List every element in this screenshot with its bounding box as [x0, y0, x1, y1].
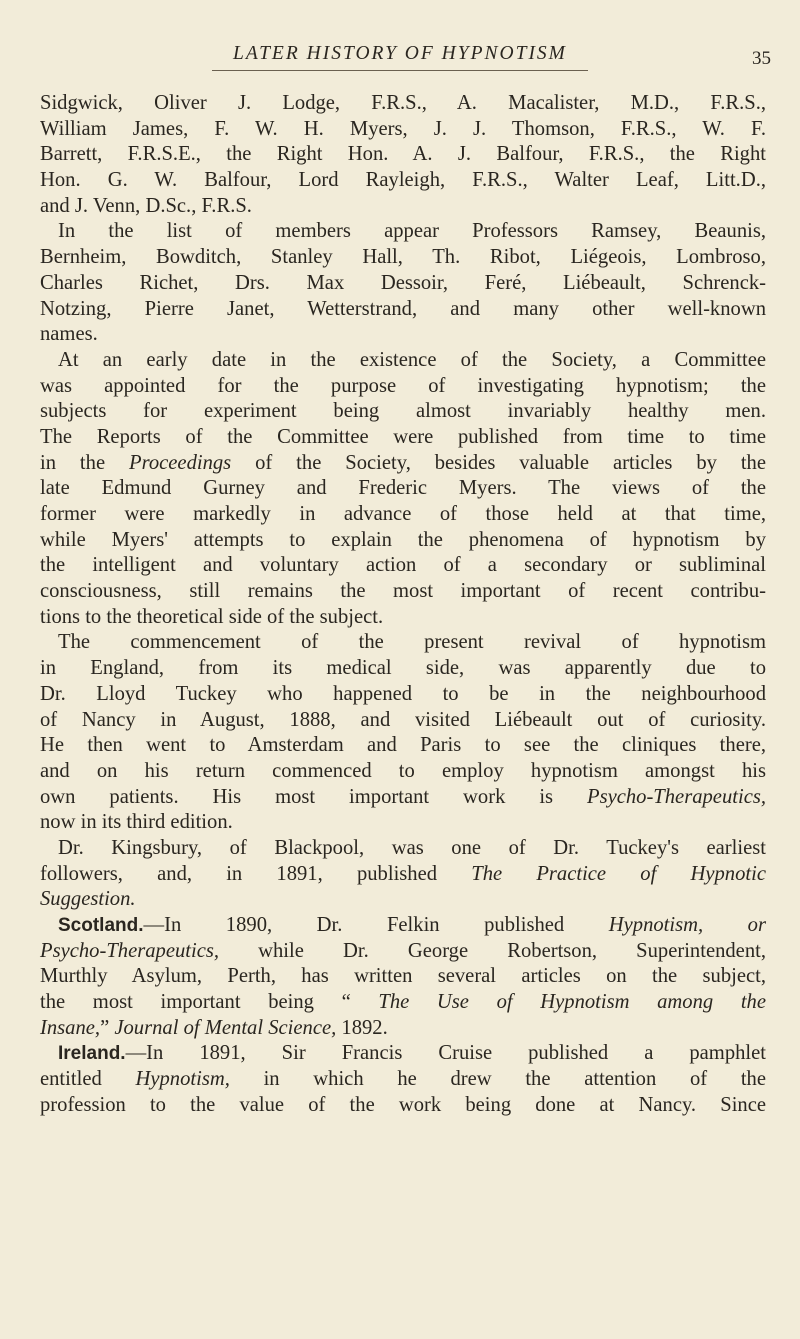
text-line: The commencement of the present revival of hypnotism	[58, 631, 766, 654]
text-line: now in its third edition.	[40, 811, 233, 834]
text-run: ”	[100, 1016, 115, 1039]
text-line: subjects for experiment being almost invariably healthy men.	[40, 400, 766, 423]
text-run: entitled	[40, 1068, 136, 1091]
text-run: the most important being “	[40, 991, 379, 1014]
text-run: in the	[40, 451, 130, 474]
text-run: 1892.	[336, 1016, 388, 1039]
title-journal-of-mental-science: Journal of Mental Science,	[114, 1016, 337, 1039]
text-line: and J. Venn, D.Sc., F.R.S.	[40, 194, 252, 217]
text-line: Notzing, Pierre Janet, Wetterstrand, and many other well-known	[40, 297, 766, 320]
text-run: own patients. His most important work is	[40, 785, 587, 808]
paragraph-4	[40, 630, 766, 836]
text-line: Charles Richet, Drs. Max Dessoir, Feré, Liébeault, Schrenck-	[40, 271, 766, 294]
text-line: names.	[40, 323, 98, 346]
text-line	[40, 1041, 766, 1067]
text-run: —In 1890, Dr. Felkin published	[143, 914, 609, 936]
text-run: —In 1891, Sir Francis Cruise published a pamphlet	[125, 1042, 766, 1065]
text-line	[40, 451, 766, 477]
text-line	[40, 990, 766, 1016]
running-head	[0, 42, 800, 68]
header-rule	[212, 70, 588, 71]
running-title: LATER HISTORY OF HYPNOTISM	[233, 43, 567, 64]
paragraph-scotland	[40, 913, 766, 1041]
text-line: Barrett, F.R.S.E., the Right Hon. A. J. Balfour, F.R.S., the Right	[40, 143, 766, 166]
text-line: tions to the theoretical side of the subject.	[40, 605, 384, 628]
title-suggestion: Suggestion.	[40, 888, 136, 911]
title-psycho-therapeutics: Psycho-Therapeutics,	[40, 939, 220, 962]
text-line	[40, 939, 766, 965]
title-insane: Insane,	[40, 1016, 101, 1039]
text-line: former were markedly in advance of those held at that time,	[40, 503, 766, 525]
text-line	[40, 887, 766, 913]
text-run: while Dr. George Robertson, Superintendent,	[219, 939, 766, 962]
text-line: the intelligent and voluntary action of a secondary or subliminal	[40, 554, 766, 577]
page-number: 35	[752, 48, 771, 69]
text-line: in England, from its medical side, was apparently due to	[40, 657, 766, 680]
text-line: late Edmund Gurney and Frederic Myers. The views of the	[40, 477, 766, 500]
text-line: Sidgwick, Oliver J. Lodge, F.R.S., A. Macalister, M.D., F.R.S.,	[40, 92, 766, 114]
text-line: He then went to Amsterdam and Paris to see the cliniques there,	[40, 734, 766, 757]
title-hypnotism-pamphlet: Hypnotism,	[135, 1068, 230, 1091]
text-line	[40, 785, 766, 811]
title-practice-of-hypnotic-suggestion: The Practice of Hypnotic	[471, 862, 766, 885]
text-line: At an early date in the existence of the Society, a Committee	[58, 348, 766, 371]
text-run: of the Society, besides valuable articles by the	[231, 451, 766, 474]
text-line: Murthly Asylum, Perth, has written several articles on the subject,	[40, 965, 766, 988]
text-line: In the list of members appear Professors Ramsey, Beaunis,	[58, 220, 766, 243]
section-heading-scotland: Scotland.	[58, 915, 144, 936]
text-line: Dr. Lloyd Tuckey who happened to be in the neighbourhood	[40, 682, 766, 705]
paragraph-1	[40, 91, 766, 219]
text-line: of Nancy in August, 1888, and visited Liébeault out of curiosity.	[40, 708, 766, 731]
text-line: Hon. G. W. Balfour, Lord Rayleigh, F.R.S., Walter Leaf, Litt.D.,	[40, 169, 766, 192]
text-line	[40, 913, 766, 939]
paragraph-2	[40, 219, 766, 347]
paragraph-3	[40, 348, 766, 631]
text-line: William James, F. W. H. Myers, J. J. Thomson, F.R.S., W. F.	[40, 117, 766, 140]
text-line: consciousness, still remains the most important of recent contribu-	[40, 580, 766, 603]
text-line	[40, 862, 766, 888]
text-line: while Myers' attempts to explain the phenomena of hypnotism by	[40, 528, 766, 551]
title-hypnotism: Hypnotism, or	[608, 914, 766, 936]
section-heading-ireland: Ireland.	[58, 1043, 126, 1065]
paragraph-ireland	[40, 1041, 766, 1118]
title-psycho-therapeutics: Psycho-Therapeutics,	[586, 785, 766, 808]
title-use-of-hypnotism: The Use of Hypnotism among the	[378, 991, 766, 1014]
paragraph-5	[40, 836, 766, 913]
text-line: Bernheim, Bowditch, Stanley Hall, Th. Ribot, Liégeois, Lombroso,	[40, 246, 766, 269]
text-run: followers, and, in 1891, published	[40, 862, 472, 885]
text-run: in which he drew the attention of the	[229, 1068, 766, 1091]
text-line: The Reports of the Committee were published from time to time	[40, 425, 766, 448]
title-proceedings: Proceedings	[129, 451, 232, 474]
text-line: and on his return commenced to employ hypnotism amongst his	[40, 759, 766, 782]
text-line	[40, 1067, 766, 1093]
text-line: Dr. Kingsbury, of Blackpool, was one of Dr. Tuckey's earliest	[58, 836, 766, 859]
text-line: profession to the value of the work being done at Nancy. Since	[40, 1093, 766, 1116]
text-line	[40, 1016, 766, 1042]
body-text	[40, 91, 766, 1119]
text-line: was appointed for the purpose of investigating hypnotism; the	[40, 374, 766, 397]
